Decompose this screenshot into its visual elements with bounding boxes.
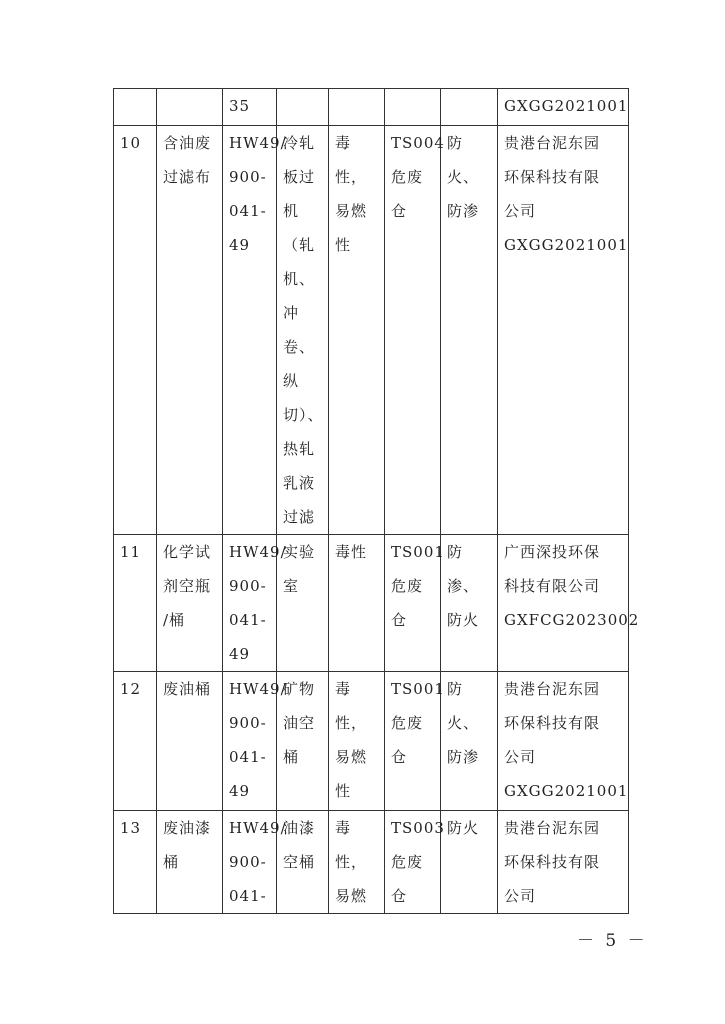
cell-line: 危废 — [391, 853, 424, 871]
cell-source — [277, 672, 329, 811]
cell-line: 防火 — [447, 611, 480, 629]
cell-name — [157, 535, 223, 672]
cell-line: 矿物 — [283, 680, 316, 698]
cell-line: 性 — [335, 782, 352, 800]
cell-line: 剂空瓶 — [163, 577, 212, 595]
cell-line: 环保科技有限 — [504, 853, 601, 871]
cell-line: 危废 — [391, 168, 424, 186]
cell-line: 环保科技有限 — [504, 714, 601, 732]
cell-source — [277, 535, 329, 672]
cell-no — [114, 126, 157, 535]
cell-line: 性 — [335, 236, 352, 254]
cell-line: 10 — [120, 134, 142, 152]
cell-line: 贵港台泥东园 — [504, 134, 601, 152]
cell-line: 35 — [229, 97, 251, 115]
cell-line: 实验 — [283, 543, 316, 561]
cell-line: 13 — [120, 819, 142, 837]
cell-code — [223, 535, 287, 672]
cell-property — [329, 89, 385, 126]
cell-storage — [385, 126, 445, 535]
cell-source — [277, 126, 329, 535]
cell-name — [157, 811, 223, 914]
cell-measures — [441, 89, 498, 126]
cell-line: 毒 — [335, 134, 352, 152]
cell-line: GXGG2021001 — [504, 97, 629, 115]
cell-line: HW49/ — [229, 819, 287, 837]
cell-line: GXGG2021001 — [504, 236, 629, 254]
cell-no — [114, 535, 157, 672]
cell-line: 化学试 — [163, 543, 212, 561]
cell-line: HW49/ — [229, 680, 287, 698]
cell-line: 废油漆 — [163, 819, 212, 837]
cell-line: 危废 — [391, 714, 424, 732]
cell-line: 毒性 — [335, 543, 368, 561]
cell-line: 乳液 — [283, 474, 316, 492]
cell-line: 性， — [335, 853, 368, 871]
cell-line: 板过 — [283, 168, 316, 186]
cell-measures — [441, 126, 498, 535]
cell-line: 041- — [229, 611, 267, 629]
cell-line: 卷、 — [283, 338, 316, 356]
cell-storage — [385, 811, 445, 914]
cell-line: 毒 — [335, 819, 352, 837]
table-row — [114, 89, 629, 126]
cell-line: /桶 — [163, 611, 186, 629]
cell-line: 041- — [229, 202, 267, 220]
cell-line: HW49/ — [229, 543, 287, 561]
cell-disposal — [498, 811, 629, 914]
cell-line: 易燃 — [335, 748, 368, 766]
cell-line: 毒 — [335, 680, 352, 698]
cell-line: 易燃 — [335, 887, 368, 905]
cell-line: 过滤布 — [163, 168, 212, 186]
cell-line: HW49/ — [229, 134, 287, 152]
cell-line: 室 — [283, 577, 300, 595]
cell-storage — [385, 535, 445, 672]
cell-line: 过滤 — [283, 508, 316, 526]
table-body — [114, 89, 640, 914]
cell-line: 机、 — [283, 270, 316, 288]
cell-line: 900- — [229, 168, 267, 186]
cell-source — [277, 811, 329, 914]
table-row — [114, 672, 629, 811]
cell-measures — [441, 672, 498, 811]
cell-line: 49 — [229, 236, 251, 254]
cell-line: 900- — [229, 853, 267, 871]
table-row — [114, 811, 629, 914]
cell-line: 科技有限公司 — [504, 577, 601, 595]
cell-line: 12 — [120, 680, 142, 698]
cell-line: 防火 — [447, 819, 480, 837]
cell-line: 火、 — [447, 168, 480, 186]
cell-line: 仓 — [391, 611, 408, 629]
cell-no — [114, 811, 157, 914]
cell-line: 公司 — [504, 887, 537, 905]
cell-line: 900- — [229, 577, 267, 595]
cell-line: 041- — [229, 887, 267, 905]
cell-line: 900- — [229, 714, 267, 732]
cell-line: 易燃 — [335, 202, 368, 220]
cell-measures — [441, 535, 498, 672]
cell-line: 防渗 — [447, 202, 480, 220]
cell-code — [223, 89, 277, 126]
cell-line: 贵港台泥东园 — [504, 819, 601, 837]
cell-disposal — [498, 672, 629, 811]
cell-code — [223, 672, 287, 811]
cell-line: 仓 — [391, 748, 408, 766]
cell-line: GXGG2021001 — [504, 782, 629, 800]
cell-line: 废油桶 — [163, 680, 212, 698]
cell-line: 冲 — [283, 304, 300, 322]
cell-line: 切）、 — [283, 406, 324, 424]
page-number: － 5 － — [577, 931, 648, 951]
cell-line: 性， — [335, 168, 368, 186]
cell-line: 11 — [120, 543, 142, 561]
cell-no — [114, 672, 157, 811]
cell-storage — [385, 672, 445, 811]
cell-line: 仓 — [391, 887, 408, 905]
cell-line: 危废 — [391, 577, 424, 595]
cell-line: 火、 — [447, 714, 480, 732]
cell-line: 含油废 — [163, 134, 212, 152]
cell-line: 油漆 — [283, 819, 316, 837]
cell-line: 油空 — [283, 714, 316, 732]
cell-line: （轧 — [283, 236, 316, 254]
cell-disposal — [498, 126, 629, 535]
cell-line: 防 — [447, 134, 464, 152]
cell-line: 防渗 — [447, 748, 480, 766]
cell-line: TS001 — [391, 680, 445, 698]
cell-line: 041- — [229, 748, 267, 766]
cell-line: 机 — [283, 202, 300, 220]
cell-code — [223, 811, 287, 914]
cell-property — [329, 811, 385, 914]
cell-line: 防 — [447, 543, 464, 561]
cell-name — [157, 89, 223, 126]
cell-line: 环保科技有限 — [504, 168, 601, 186]
cell-line: TS003 — [391, 819, 445, 837]
hazardous-waste-table — [113, 88, 640, 914]
table-row — [114, 126, 629, 535]
cell-line: 空桶 — [283, 853, 316, 871]
cell-property — [329, 126, 385, 535]
cell-line: 仓 — [391, 202, 408, 220]
cell-storage — [385, 89, 441, 126]
cell-source — [277, 89, 329, 126]
cell-line: GXFCG2023002 — [504, 611, 640, 629]
cell-line: 性， — [335, 714, 368, 732]
cell-line: 公司 — [504, 748, 537, 766]
cell-line: 49 — [229, 645, 251, 663]
cell-line: 纵 — [283, 372, 300, 390]
cell-line: 桶 — [163, 853, 180, 871]
cell-line: 桶 — [283, 748, 300, 766]
cell-line: TS001 — [391, 543, 445, 561]
cell-line: TS004 — [391, 134, 445, 152]
cell-disposal — [498, 535, 640, 672]
cell-line: 49 — [229, 782, 251, 800]
cell-measures — [441, 811, 498, 914]
cell-line: 热轧 — [283, 440, 316, 458]
cell-name — [157, 672, 223, 811]
cell-line: 公司 — [504, 202, 537, 220]
cell-line: 防 — [447, 680, 464, 698]
cell-disposal — [498, 89, 629, 126]
cell-line: 渗、 — [447, 577, 480, 595]
cell-line: 贵港台泥东园 — [504, 680, 601, 698]
cell-property — [329, 535, 385, 672]
cell-no — [114, 89, 157, 126]
cell-code — [223, 126, 287, 535]
table-row — [114, 535, 629, 672]
cell-name — [157, 126, 223, 535]
cell-line: 广西深投环保 — [504, 543, 601, 561]
cell-property — [329, 672, 385, 811]
cell-line: 冷轧 — [283, 134, 316, 152]
